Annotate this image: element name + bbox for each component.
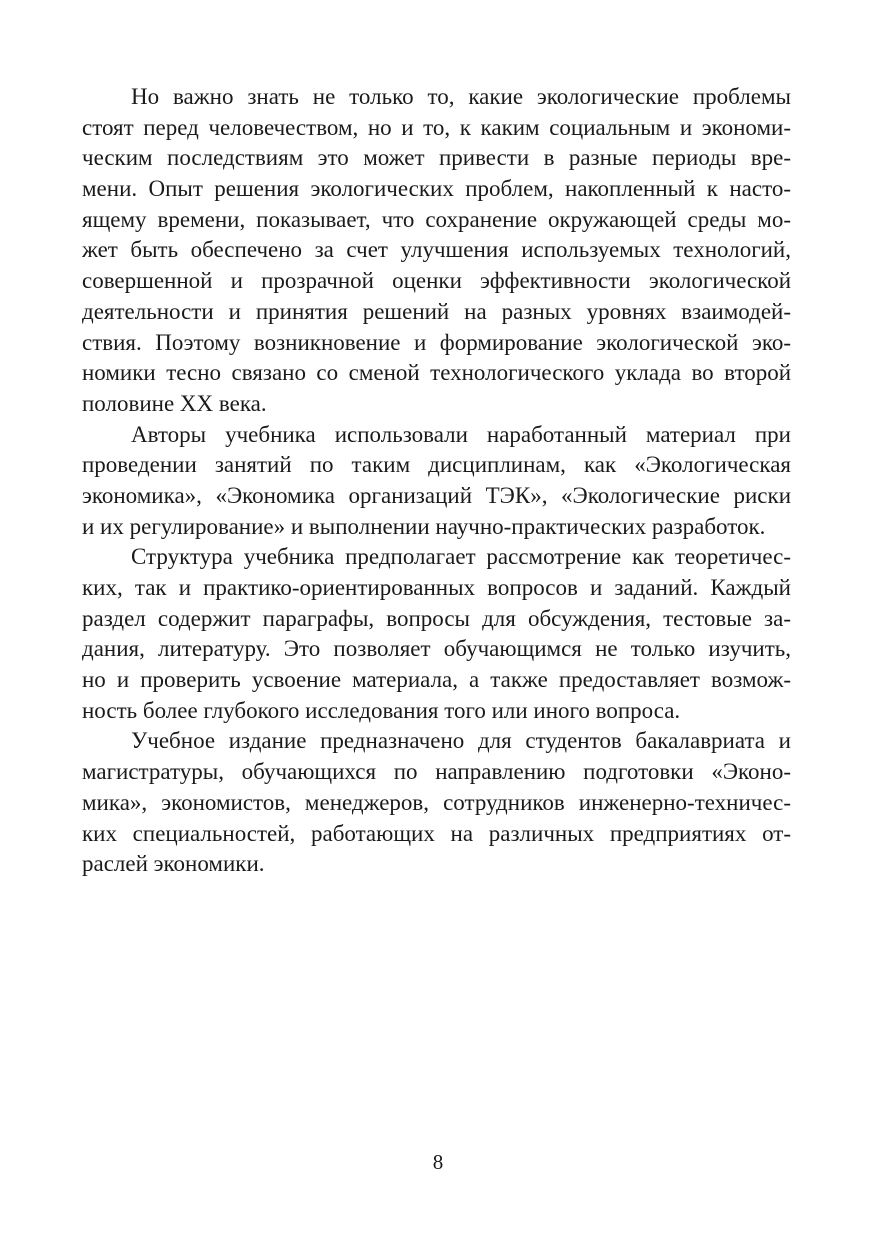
text-line: дания, литературу. Это позволяет обучающимся не только изучить, [82, 636, 791, 662]
text-line: номики тесно связано со сменой технологического уклада во второй [82, 360, 791, 386]
text-line: раздел содержит параграфы, вопросы для обсуждения, тестовые за- [82, 605, 791, 631]
paragraph [82, 726, 791, 879]
text-line: жет быть обеспечено за счет улучшения используемых технологий, [82, 237, 791, 263]
paragraph [82, 420, 791, 543]
paragraph [82, 542, 791, 726]
text-line: ность более глубокого исследования того или иного вопроса. [82, 697, 681, 723]
text-line: Но важно знать не только то, какие экологические проблемы [131, 84, 791, 109]
text-line: Учебное издание предназначено для студентов бакалавриата и [131, 728, 791, 754]
text-line: мика», экономистов, менеджеров, сотрудников инженерно-техничес- [82, 789, 791, 815]
text-line: проведении занятий по таким дисциплинам, как «Экологическая [82, 452, 791, 478]
text-line: ствия. Поэтому возникновение и формирование экологической эко- [82, 329, 791, 355]
page-number: 8 [432, 1150, 444, 1174]
text-line: совершенной и прозрачной оценки эффективности экологической [82, 268, 791, 294]
text-line: ческим последствиям это может привести в разные периоды вре- [82, 145, 791, 171]
text-line: ящему времени, показывает, что сохранение окружающей среды мо- [82, 206, 791, 232]
text-line: раслей экономики. [82, 851, 265, 877]
text-line: стоят перед человечеством, но и то, к каким социальным и экономи- [82, 114, 791, 140]
paragraph [82, 82, 791, 420]
text-line: Структура учебника предполагает рассмотрение как теоретичес- [131, 544, 791, 570]
text-line: но и проверить усвоение материала, а также предоставляет возмож- [82, 667, 791, 693]
text-line: экономика», «Экономика организаций ТЭК», «Экологические риски [82, 482, 791, 508]
text-line: ких специальностей, работающих на различных предприятиях от- [82, 820, 791, 846]
text-line: магистратуры, обучающихся по направлению подготовки «Эконо- [82, 759, 791, 785]
text-line: ких, так и практико-ориентированных вопросов и заданий. Каждый [82, 575, 791, 600]
body-text [82, 82, 791, 880]
text-line: деятельности и принятия решений на разных уровнях взаимодей- [82, 298, 791, 324]
text-line: Авторы учебника использовали наработанный материал при [131, 421, 791, 447]
text-line: мени. Опыт решения экологических проблем, накопленный к насто- [82, 176, 791, 202]
text-line: и их регулирование» и выполнении научно-практических разработок. [82, 513, 766, 539]
text-line: половине XX века. [82, 390, 267, 416]
